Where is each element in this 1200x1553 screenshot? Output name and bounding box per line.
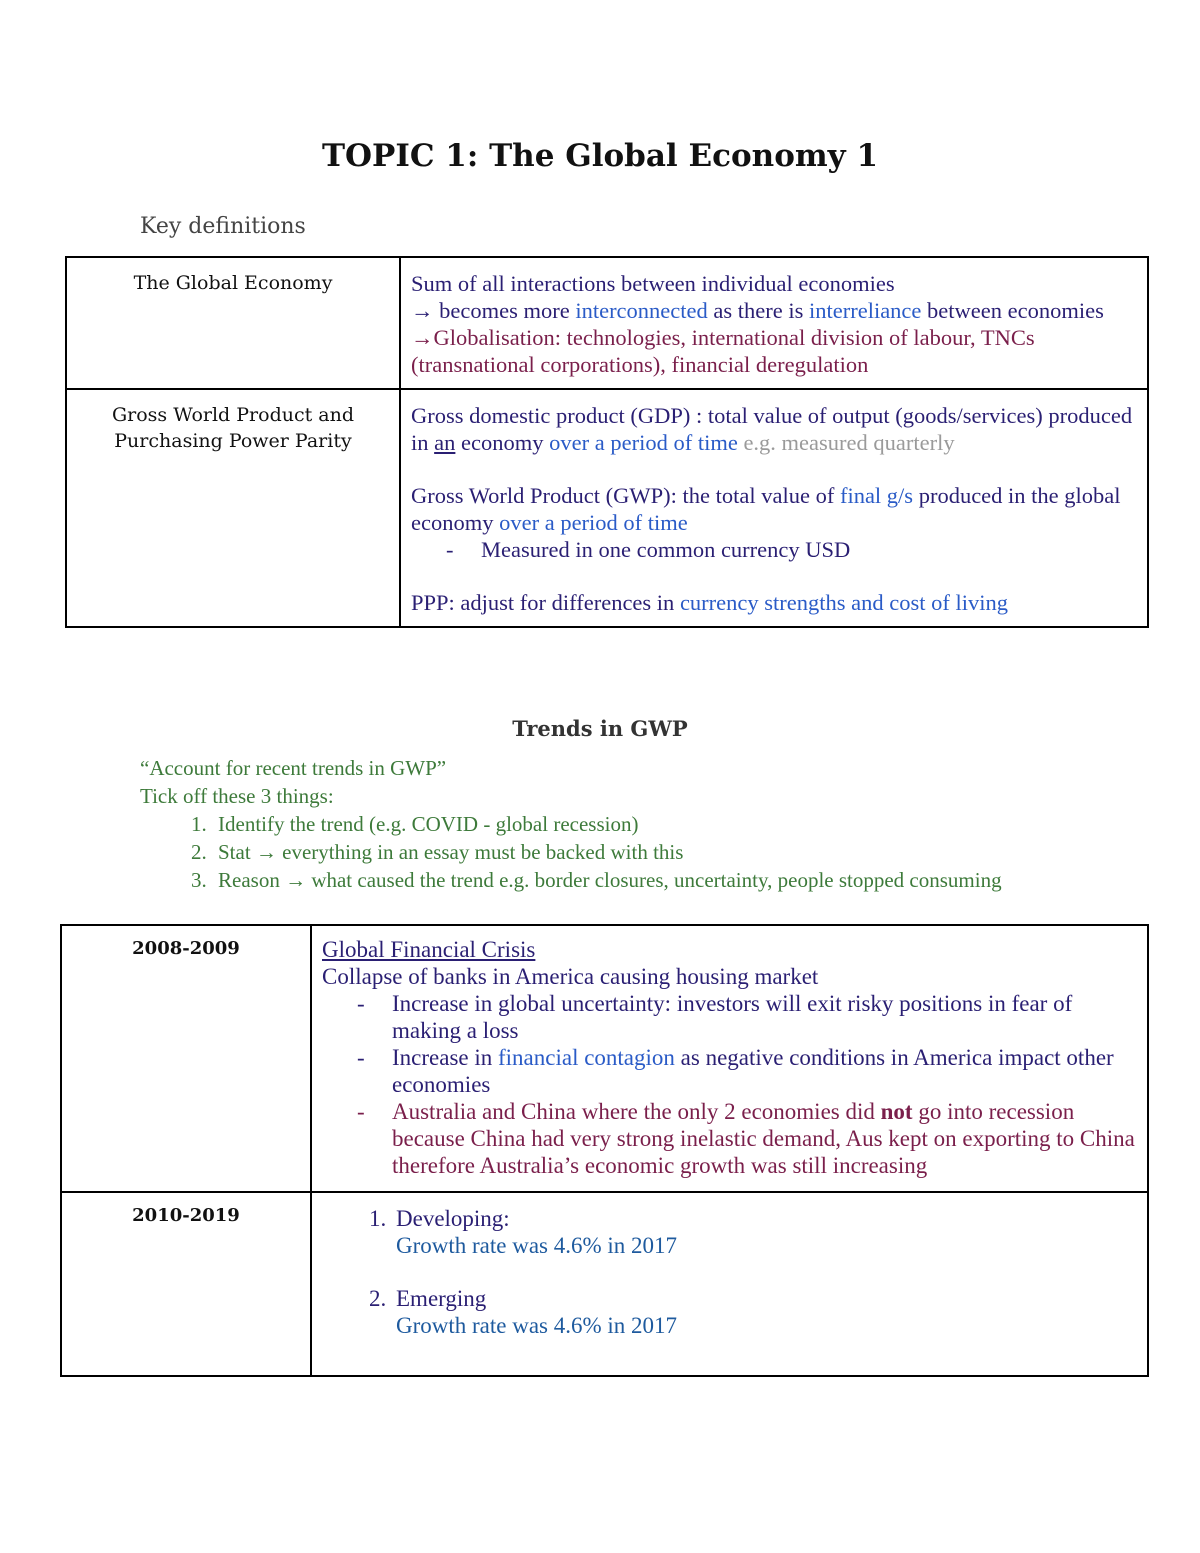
keyword-financial-contagion: financial contagion [498, 1045, 675, 1070]
example-text: e.g. measured quarterly [737, 430, 955, 455]
period-content [311, 925, 1148, 1192]
text-span: as there is [707, 298, 809, 323]
list-item [392, 1285, 1137, 1339]
list-item [392, 1205, 1137, 1259]
note-list [140, 810, 1040, 894]
note-quote: “Account for recent trends in GWP” [140, 756, 447, 780]
period-bullets [322, 990, 1137, 1179]
definition-line: →Globalisation: technologies, international division of labour, TNCs (transnational corporations), financial deregulation [411, 325, 1035, 377]
page-title: TOPIC 1: The Global Economy 1 [321, 138, 879, 174]
period-subheading: Collapse of banks in America causing housing market [322, 964, 819, 989]
text-span: Increase in [392, 1045, 498, 1070]
economy-list [322, 1205, 1137, 1339]
period-heading: Global Financial Crisis [322, 937, 536, 962]
list-item: - Increase in global uncertainty: investors will exit risky positions in fear of making a loss [357, 990, 1137, 1044]
gdp-definition [411, 402, 1137, 456]
underlined-word: an [434, 430, 456, 455]
text-span: go into recession because China had very strong inelastic demand, Aus kept on exporting to China therefore Australia’s economic growth was still increasing [392, 1099, 1135, 1178]
definition-content [400, 389, 1148, 627]
definition-term: Gross World Product and Purchasing Power Parity [66, 389, 400, 627]
text-span: economy [455, 430, 550, 455]
list-item [357, 1044, 1137, 1098]
period-label: 2008-2009 [61, 925, 311, 1192]
trends-table [60, 924, 1149, 1377]
keyword-final-gs: final g/s [839, 483, 914, 508]
table-row [61, 1192, 1148, 1376]
ppp-definition [411, 589, 1137, 616]
keyword-period: over a period of time [549, 430, 738, 455]
bold-word: not [880, 1099, 913, 1124]
growth-rate: Growth rate was 4.6% in 2017 [396, 1233, 678, 1258]
definition-content [400, 257, 1148, 389]
essay-note [140, 754, 1040, 894]
definition-term: The Global Economy [66, 257, 400, 389]
gwp-definition [411, 482, 1137, 536]
text-span: as negative conditions in America impact other economies [392, 1045, 1114, 1097]
gwp-bullets [411, 536, 1137, 563]
text-span: produced in the global economy [411, 483, 1121, 535]
list-item: - Measured in one common currency USD [446, 536, 1137, 563]
trends-heading: Trends in GWP [512, 716, 688, 741]
text-span: PPP: adjust for differences in [411, 590, 680, 615]
economy-name: 2. Emerging [396, 1286, 487, 1311]
economy-name: 1. Developing: [396, 1206, 510, 1231]
table-row [66, 389, 1148, 627]
definition-line [411, 297, 1137, 324]
keyword-period: over a period of time [499, 510, 688, 535]
keyword-interreliance: interreliance [808, 298, 922, 323]
period-label: 2010-2019 [61, 1192, 311, 1376]
note-tick: Tick off these 3 things: [140, 784, 334, 808]
table-row [66, 257, 1148, 389]
table-row [61, 925, 1148, 1192]
growth-rate: Growth rate was 4.6% in 2017 [396, 1313, 678, 1338]
definition-line: Sum of all interactions between individual economies [411, 271, 895, 296]
text-span: → becomes more [411, 298, 576, 323]
list-item: 1. Identify the trend (e.g. COVID - global recession) [212, 810, 1040, 838]
keyword-interconnected: interconnected [575, 298, 708, 323]
list-item [357, 1098, 1137, 1179]
text-span: between economies [921, 298, 1104, 323]
definitions-table [65, 256, 1149, 628]
key-definitions-heading: Key definitions [140, 214, 306, 239]
list-item: 3. Reason → what caused the trend e.g. border closures, uncertainty, people stopped consuming [212, 866, 1040, 894]
list-item: 2. Stat → everything in an essay must be backed with this [212, 838, 1040, 866]
text-span: Gross World Product (GWP): the total value of [411, 483, 840, 508]
keyword-currency: currency strengths and cost of living [679, 590, 1008, 615]
text-span: Australia and China where the only 2 economies did [392, 1099, 881, 1124]
period-content [311, 1192, 1148, 1376]
text-span: Gross domestic product (GDP) : total value of output (goods/services) produced in [411, 403, 1133, 455]
